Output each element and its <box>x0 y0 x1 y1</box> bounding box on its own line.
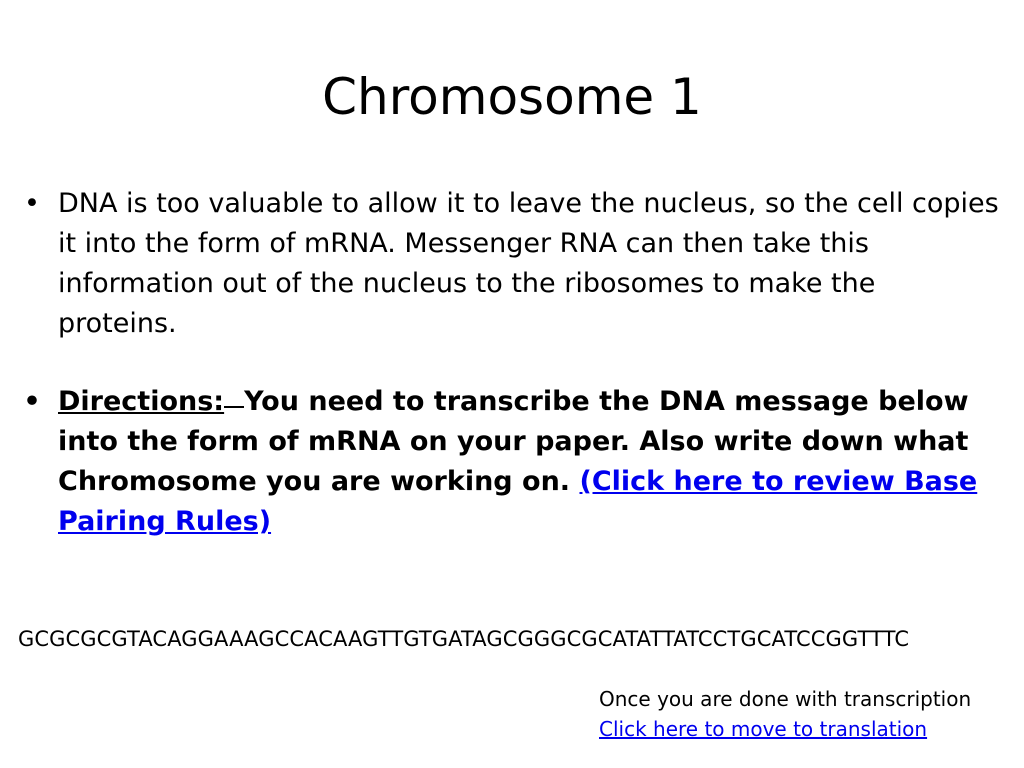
slide-title: Chromosome 1 <box>322 68 702 126</box>
base-pairing-rules-link[interactable]: (Click here to review Base Pairing Rules) <box>58 466 978 537</box>
directions-underline <box>224 405 244 408</box>
bullet-dot-icon: • <box>23 386 41 417</box>
bullet-item-dna-info <box>22 184 1002 344</box>
dna-sequence: GCGCGCGTACAGGAAAGCCACAAGTTGTGATAGCGGGCGCATATTATCCTGCATCCGGTTTC <box>18 627 910 651</box>
bullet-item-directions <box>22 382 1002 542</box>
directions-text: You need to transcribe the DNA message below into the form of mRNA on your paper. Also write down what Chromosome you are working on. <box>58 386 969 497</box>
bullet-dot-icon: • <box>24 188 40 219</box>
translation-link[interactable]: Click here to move to translation <box>599 717 928 741</box>
footer-note <box>599 684 971 744</box>
directions-label: Directions: <box>58 386 225 417</box>
bullet-list <box>22 184 1002 542</box>
transcription-done-text: Once you are done with transcription <box>599 687 972 711</box>
dna-info-text: DNA is too valuable to allow it to leave the nucleus, so the cell copies it into the form of mRNA. Messenger RNA can then take this information out of the nucleus to the ribosomes to make the proteins. <box>58 188 999 339</box>
